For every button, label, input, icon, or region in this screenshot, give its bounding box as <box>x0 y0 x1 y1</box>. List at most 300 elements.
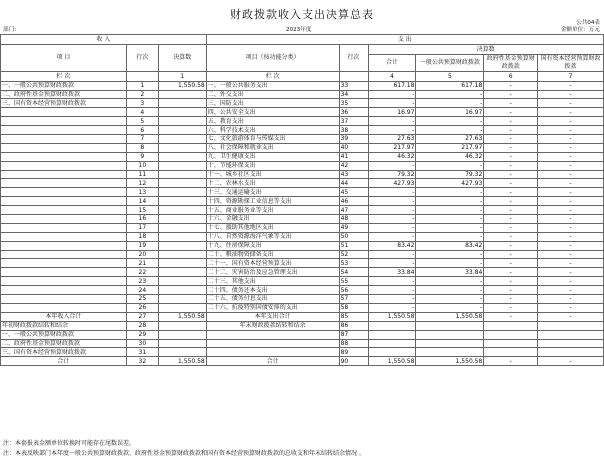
gov-fund-amount: - <box>484 152 538 161</box>
general-budget-header: 一般公共预算财政拨款 <box>416 54 484 71</box>
income-cell <box>1 241 127 250</box>
table-row <box>1 312 604 321</box>
soe-budget-amount: - <box>538 117 604 126</box>
general-budget-amount: 46.32 <box>416 152 484 161</box>
expenditure-total: - <box>368 215 416 224</box>
expenditure-item: 三、国防支出 <box>206 99 339 108</box>
soe-budget-amount: - <box>538 312 604 321</box>
income-amount <box>158 126 206 135</box>
income-row-no: 8 <box>126 143 158 152</box>
table-row <box>1 90 604 99</box>
soe-budget-amount: - <box>538 357 604 366</box>
expenditure-total <box>368 321 416 330</box>
income-amount <box>158 250 206 259</box>
table-row <box>1 277 604 286</box>
expenditure-total <box>368 339 416 348</box>
soe-budget-amount: - <box>538 197 604 206</box>
expenditure-total: 79.32 <box>368 170 416 179</box>
soe-budget-header: 国有资本经营预算财政拨款 <box>538 54 604 71</box>
expenditure-total: 1,550.58 <box>368 357 416 366</box>
expenditure-item: 十四、资源勘探工业信息等支出 <box>206 197 339 206</box>
table-row <box>1 357 604 366</box>
gov-fund-amount: - <box>484 250 538 259</box>
income-cell <box>1 215 127 224</box>
expenditure-total: - <box>368 232 416 241</box>
income-row-no: 23 <box>126 277 158 286</box>
expenditure-item: 十二、农林水支出 <box>206 179 339 188</box>
gov-fund-amount: - <box>484 232 538 241</box>
income-row-no: 11 <box>126 170 158 179</box>
income-amount <box>158 161 206 170</box>
income-row-no: 16 <box>126 215 158 224</box>
expenditure-item: 本年支出合计 <box>206 312 339 321</box>
income-row-no: 30 <box>126 339 158 348</box>
final-amount-header: 决算数 <box>158 44 206 71</box>
expenditure-total: - <box>368 277 416 286</box>
income-amount <box>158 143 206 152</box>
income-amount: 1,550.58 <box>158 81 206 90</box>
expenditure-total: - <box>368 126 416 135</box>
column-index-7: 7 <box>538 71 604 81</box>
expenditure-row-no: 34 <box>339 90 368 99</box>
expenditure-row-no: 35 <box>339 99 368 108</box>
soe-budget-amount: - <box>538 188 604 197</box>
income-cell: 三、国有资本经营预算财政拨款 <box>1 348 127 357</box>
table-row <box>1 259 604 268</box>
soe-budget-amount <box>538 348 604 357</box>
general-budget-amount: 217.97 <box>416 143 484 152</box>
income-amount <box>158 206 206 215</box>
general-budget-amount: - <box>416 277 484 286</box>
gov-fund-amount: - <box>484 126 538 135</box>
expenditure-item: 二十四、债务还本支出 <box>206 286 339 295</box>
gov-fund-amount: - <box>484 197 538 206</box>
general-budget-amount: - <box>416 188 484 197</box>
income-row-no: 28 <box>126 321 158 330</box>
soe-budget-amount <box>538 321 604 330</box>
gov-fund-amount: - <box>484 312 538 321</box>
income-row-no: 13 <box>126 188 158 197</box>
soe-budget-amount: - <box>538 241 604 250</box>
soe-budget-amount: - <box>538 303 604 312</box>
expenditure-row-no: 50 <box>339 232 368 241</box>
income-header: 收 入 <box>1 35 207 45</box>
expenditure-total: - <box>368 117 416 126</box>
gov-fund-amount: - <box>484 357 538 366</box>
income-amount <box>158 152 206 161</box>
expenditure-total: - <box>368 197 416 206</box>
expenditure-row-no: 52 <box>339 250 368 259</box>
income-cell <box>1 143 127 152</box>
income-cell <box>1 259 127 268</box>
expenditure-total: 617.18 <box>368 81 416 90</box>
expenditure-total: - <box>368 99 416 108</box>
expenditure-item: 二十三、其他支出 <box>206 277 339 286</box>
income-cell <box>1 295 127 304</box>
unit-label: 金额单位：万元 <box>560 27 600 33</box>
column-index-4: 4 <box>368 71 416 81</box>
income-amount <box>158 90 206 99</box>
gov-fund-amount: - <box>484 143 538 152</box>
expenditure-row-no: 49 <box>339 223 368 232</box>
form-number: 公共04表 <box>576 20 600 26</box>
soe-budget-amount: - <box>538 250 604 259</box>
gov-fund-amount <box>484 330 538 339</box>
soe-budget-amount: - <box>538 232 604 241</box>
income-amount <box>158 241 206 250</box>
income-cell <box>1 303 127 312</box>
expenditure-item: 九、卫生健康支出 <box>206 152 339 161</box>
item-header: 项 目 <box>1 44 127 71</box>
expenditure-item: 七、文化旅游体育与传媒支出 <box>206 135 339 144</box>
income-row-no: 18 <box>126 232 158 241</box>
income-row-no: 14 <box>126 197 158 206</box>
income-amount <box>158 277 206 286</box>
income-cell: 本年收入合计 <box>1 312 127 321</box>
income-amount <box>158 179 206 188</box>
expenditure-row-no: 45 <box>339 188 368 197</box>
income-cell <box>1 232 127 241</box>
gov-fund-amount: - <box>484 81 538 90</box>
soe-budget-amount: - <box>538 90 604 99</box>
income-cell: 年初财政拨款结转和结余 <box>1 321 127 330</box>
expenditure-total: - <box>368 161 416 170</box>
soe-budget-amount: - <box>538 126 604 135</box>
soe-budget-amount: - <box>538 108 604 117</box>
income-row-no: 22 <box>126 268 158 277</box>
table-row <box>1 161 604 170</box>
table-row <box>1 188 604 197</box>
expenditure-total <box>368 348 416 357</box>
expenditure-item: 十、节能环保支出 <box>206 161 339 170</box>
table-row <box>1 348 604 357</box>
income-cell: 二、政府性基金预算财政拨款 <box>1 339 127 348</box>
soe-budget-amount: - <box>538 259 604 268</box>
table-row <box>1 330 604 339</box>
expenditure-item: 六、科学技术支出 <box>206 126 339 135</box>
income-row-no: 10 <box>126 161 158 170</box>
expenditure-row-no: 58 <box>339 303 368 312</box>
report-title: 财政拨款收入支出决算总表 <box>230 8 374 21</box>
gov-fund-amount: - <box>484 268 538 277</box>
expenditure-row-no: 46 <box>339 197 368 206</box>
expenditure-row-no: 38 <box>339 126 368 135</box>
general-budget-amount: - <box>416 250 484 259</box>
soe-budget-amount: - <box>538 286 604 295</box>
income-amount <box>158 286 206 295</box>
income-cell <box>1 135 127 144</box>
expenditure-total: 33.84 <box>368 268 416 277</box>
expenditure-item: 十三、交通运输支出 <box>206 188 339 197</box>
expenditure-total: - <box>368 90 416 99</box>
income-cell <box>1 223 127 232</box>
expenditure-total: 16.97 <box>368 108 416 117</box>
gov-fund-amount <box>484 321 538 330</box>
gov-fund-amount: - <box>484 99 538 108</box>
general-budget-amount: 16.97 <box>416 108 484 117</box>
general-budget-amount: - <box>416 99 484 108</box>
budget-table <box>0 34 604 366</box>
income-row-no: 17 <box>126 223 158 232</box>
expenditure-item: 二十五、债务付息支出 <box>206 295 339 304</box>
expenditure-row-no: 36 <box>339 108 368 117</box>
expenditure-row-no: 44 <box>339 179 368 188</box>
gov-fund-amount: - <box>484 259 538 268</box>
row-no-header-2: 行次 <box>339 44 368 71</box>
table-row <box>1 339 604 348</box>
expenditure-row-no: 48 <box>339 215 368 224</box>
income-cell: 一、一般公共预算财政拨款 <box>1 81 127 90</box>
income-cell: 合计 <box>1 357 127 366</box>
income-amount: 1,550.58 <box>158 312 206 321</box>
general-budget-amount <box>416 321 484 330</box>
table-row <box>1 197 604 206</box>
income-cell <box>1 286 127 295</box>
table-row <box>1 215 604 224</box>
general-budget-amount: 83.42 <box>416 241 484 250</box>
expenditure-row-no: 39 <box>339 135 368 144</box>
expenditure-total: - <box>368 286 416 295</box>
expenditure-total: - <box>368 259 416 268</box>
income-cell: 一、一般公共预算财政拨款 <box>1 330 127 339</box>
soe-budget-amount: - <box>538 152 604 161</box>
expenditure-row-no: 53 <box>339 259 368 268</box>
expenditure-row-no: 85 <box>339 312 368 321</box>
income-amount <box>158 170 206 179</box>
table-row <box>1 321 604 330</box>
gov-fund-amount: - <box>484 108 538 117</box>
gov-fund-amount: - <box>484 295 538 304</box>
income-row-no: 15 <box>126 206 158 215</box>
table-row <box>1 179 604 188</box>
gov-fund-amount: - <box>484 117 538 126</box>
income-amount <box>158 348 206 357</box>
note-1: 注：本套报表金额单位转换时可能存在尾数误差。 <box>3 440 136 447</box>
soe-budget-amount: - <box>538 99 604 108</box>
soe-budget-amount: - <box>538 277 604 286</box>
gov-fund-amount: - <box>484 223 538 232</box>
table-row <box>1 303 604 312</box>
soe-budget-amount: - <box>538 223 604 232</box>
income-amount <box>158 108 206 117</box>
general-budget-amount <box>416 339 484 348</box>
table-row <box>1 223 604 232</box>
table-row <box>1 99 604 108</box>
general-budget-amount: - <box>416 259 484 268</box>
income-row-no: 4 <box>126 108 158 117</box>
income-cell <box>1 170 127 179</box>
income-amount <box>158 295 206 304</box>
expenditure-item: 二、外交支出 <box>206 90 339 99</box>
table-row <box>1 232 604 241</box>
table-row <box>1 295 604 304</box>
expenditure-item: 二十、粮油物资储备支出 <box>206 250 339 259</box>
income-amount <box>158 117 206 126</box>
soe-budget-amount: - <box>538 206 604 215</box>
expenditure-row-no: 89 <box>339 348 368 357</box>
general-budget-amount: 27.63 <box>416 135 484 144</box>
expenditure-item: 二十六、抗疫特别国债安排的支出 <box>206 303 339 312</box>
expenditure-item: 合计 <box>206 357 339 366</box>
gov-fund-amount: - <box>484 241 538 250</box>
income-amount <box>158 135 206 144</box>
income-amount <box>158 188 206 197</box>
column-index-6: 6 <box>484 71 538 81</box>
table-row <box>1 250 604 259</box>
expenditure-total: - <box>368 223 416 232</box>
table-row <box>1 286 604 295</box>
income-cell <box>1 197 127 206</box>
gov-fund-amount: - <box>484 188 538 197</box>
total-header: 合计 <box>368 54 416 71</box>
soe-budget-amount: - <box>538 295 604 304</box>
expenditure-total: 427.93 <box>368 179 416 188</box>
general-budget-amount: 617.18 <box>416 81 484 90</box>
general-budget-amount: - <box>416 161 484 170</box>
income-cell <box>1 277 127 286</box>
income-cell <box>1 250 127 259</box>
general-budget-amount: - <box>416 286 484 295</box>
expenditure-row-no: 86 <box>339 321 368 330</box>
table-row <box>1 143 604 152</box>
income-row-no: 12 <box>126 179 158 188</box>
expenditure-total: - <box>368 250 416 259</box>
expenditure-item: 二十一、国有资本经营预算支出 <box>206 259 339 268</box>
table-row <box>1 81 604 90</box>
row-no-header: 行次 <box>126 44 158 71</box>
soe-budget-amount: - <box>538 268 604 277</box>
income-amount <box>158 303 206 312</box>
department-label: 部门: <box>3 27 17 33</box>
expenditure-row-no: 43 <box>339 170 368 179</box>
soe-budget-amount: - <box>538 135 604 144</box>
general-budget-amount: - <box>416 126 484 135</box>
report-year: 2023年度 <box>286 27 312 33</box>
table-row <box>1 170 604 179</box>
expenditure-item: 十五、商业服务业等支出 <box>206 206 339 215</box>
expenditure-row-no: 37 <box>339 117 368 126</box>
expenditure-total <box>368 330 416 339</box>
expenditure-item: 十八、自然资源海洋气象等支出 <box>206 232 339 241</box>
soe-budget-amount: - <box>538 170 604 179</box>
soe-budget-amount: - <box>538 143 604 152</box>
income-cell <box>1 117 127 126</box>
income-row-no: 24 <box>126 286 158 295</box>
expenditure-row-no: 88 <box>339 339 368 348</box>
soe-budget-amount: - <box>538 215 604 224</box>
income-cell <box>1 206 127 215</box>
general-budget-amount: - <box>416 117 484 126</box>
expenditure-item: 十九、住房保障支出 <box>206 241 339 250</box>
column-index-5: 5 <box>416 71 484 81</box>
expenditure-row-no: 41 <box>339 152 368 161</box>
income-row-no: 25 <box>126 295 158 304</box>
income-amount <box>158 197 206 206</box>
gov-fund-amount <box>484 348 538 357</box>
expenditure-total: 217.97 <box>368 143 416 152</box>
income-amount <box>158 232 206 241</box>
expenditure-item: 四、公共安全支出 <box>206 108 339 117</box>
income-row-no: 9 <box>126 152 158 161</box>
table-row <box>1 268 604 277</box>
income-row-no: 31 <box>126 348 158 357</box>
income-cell <box>1 161 127 170</box>
income-row-no: 3 <box>126 99 158 108</box>
soe-budget-amount <box>538 330 604 339</box>
gov-fund-amount: - <box>484 161 538 170</box>
expenditure-item: 年末财政拨款结转和结余 <box>206 321 339 330</box>
expenditure-total: - <box>368 303 416 312</box>
expenditure-item: 一、一般公共服务支出 <box>206 81 339 90</box>
table-row <box>1 241 604 250</box>
expenditure-row-no: 56 <box>339 286 368 295</box>
gov-fund-amount: - <box>484 286 538 295</box>
expenditure-row-no: 51 <box>339 241 368 250</box>
income-row-no: 1 <box>126 81 158 90</box>
column-index-label: 栏 次 <box>1 71 127 81</box>
income-row-no: 21 <box>126 259 158 268</box>
expenditure-total: 83.42 <box>368 241 416 250</box>
income-cell <box>1 188 127 197</box>
table-row <box>1 152 604 161</box>
column-index-1: 1 <box>158 71 206 81</box>
income-row-no: 5 <box>126 117 158 126</box>
general-budget-amount: 427.93 <box>416 179 484 188</box>
expenditure-row-no: 54 <box>339 268 368 277</box>
income-cell: 三、国有资本经营预算财政拨款 <box>1 99 127 108</box>
expenditure-total: - <box>368 206 416 215</box>
general-budget-amount <box>416 330 484 339</box>
expenditure-total: 1,550.58 <box>368 312 416 321</box>
gov-fund-amount: - <box>484 215 538 224</box>
expenditure-row-no: 40 <box>339 143 368 152</box>
function-item-header: 项目（按功能分类） <box>206 44 339 71</box>
income-cell <box>1 179 127 188</box>
general-budget-amount: - <box>416 295 484 304</box>
income-amount <box>158 99 206 108</box>
income-row-no: 26 <box>126 303 158 312</box>
table-row <box>1 108 604 117</box>
income-row-no: 19 <box>126 241 158 250</box>
general-budget-amount: 79.32 <box>416 170 484 179</box>
income-row-no: 32 <box>126 357 158 366</box>
expenditure-item: 十七、援助其他地区支出 <box>206 223 339 232</box>
general-budget-amount: 1,550.58 <box>416 312 484 321</box>
final-amount-header-2: 决算数 <box>368 44 603 54</box>
expenditure-row-no: 55 <box>339 277 368 286</box>
income-amount <box>158 223 206 232</box>
gov-fund-amount: - <box>484 170 538 179</box>
income-amount <box>158 259 206 268</box>
general-budget-amount: - <box>416 206 484 215</box>
general-budget-amount: - <box>416 303 484 312</box>
general-budget-amount: - <box>416 215 484 224</box>
general-budget-amount <box>416 348 484 357</box>
income-row-no: 20 <box>126 250 158 259</box>
expenditure-item: 二十二、灾害防治及应急管理支出 <box>206 268 339 277</box>
income-cell <box>1 268 127 277</box>
income-cell <box>1 152 127 161</box>
income-amount <box>158 339 206 348</box>
expenditure-row-no: 90 <box>339 357 368 366</box>
gov-fund-amount: - <box>484 135 538 144</box>
income-row-no: 2 <box>126 90 158 99</box>
income-cell <box>1 126 127 135</box>
expenditure-row-no: 87 <box>339 330 368 339</box>
table-row <box>1 117 604 126</box>
table-row <box>1 206 604 215</box>
expenditure-item: 五、教育支出 <box>206 117 339 126</box>
